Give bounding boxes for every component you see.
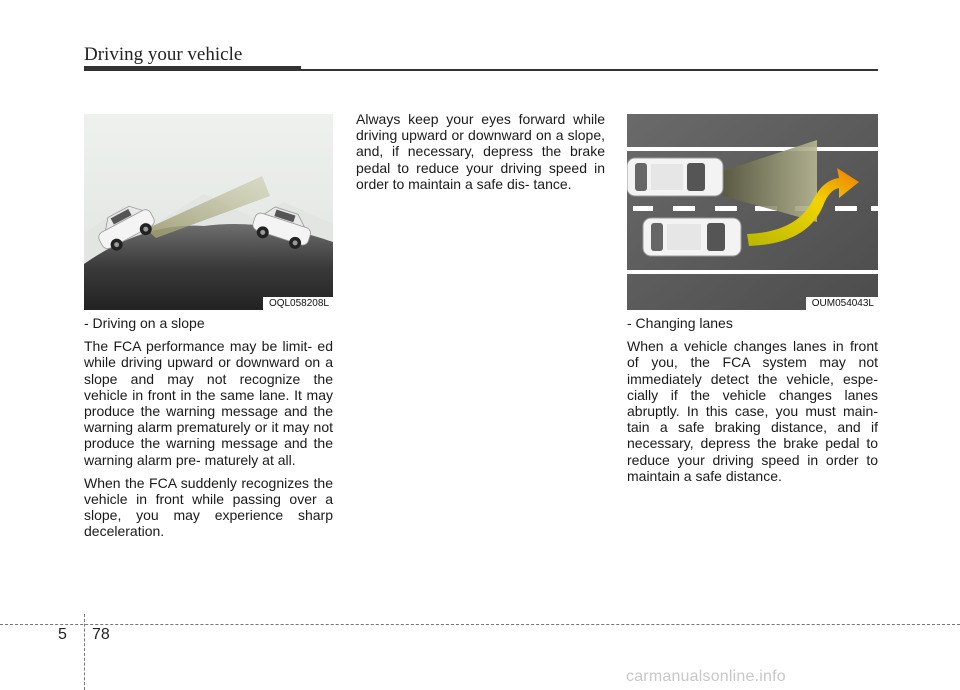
header-rule-thin [301,69,878,71]
lane-line-top [627,147,878,151]
body-paragraph: Always keep your eyes forward while driving upward or downward on a slope, and, if necessary, depress the brake pedal to reduce your driving speed in order to maintain a safe dis- tance. [356,111,605,192]
slope-illustration [84,114,333,310]
chapter-number: 5 [58,626,67,643]
right-text-column [627,315,878,491]
body-paragraph: When a vehicle changes lanes in front of you, the FCA system may not immediately detect the vehicle, espe- cially if the vehicle changes lanes abruptly. In this case, you must main- tain a safe braking distance, and if necessary, depress the brake pedal to reduce your driving speed in order to maintain a safe distance. [627,338,878,484]
body-paragraph: The FCA performance may be limit- ed while driving upward or downward on a slope and may not recognize the vehicle in front in the same lane. It may produce the warning message and the warning alarm prematurely or it may not produce the warning message and the warning alarm pre- maturely at all. [84,338,333,468]
watermark: carmanualsonline.info [626,668,786,685]
lanes-figure [627,114,878,310]
middle-text-column [356,111,605,199]
body-paragraph: When the FCA suddenly recognizes the vehicle in front while passing over a slope, you may experience sharp deceleration. [84,474,333,540]
figure-code-lanes: OUM054043L [806,297,878,310]
lane-line-bottom [627,270,878,274]
footer-rule [0,624,960,625]
ego-car-icon [627,158,723,196]
footer-divider [84,614,85,690]
figure-caption-slope: - Driving on a slope [84,315,205,331]
page-header-title: Driving your vehicle [84,44,243,65]
other-car-icon [643,218,741,256]
slope-figure [84,114,333,310]
header-rule-thick [84,66,301,71]
figure-caption-lanes: - Changing lanes [627,315,733,331]
figure-code-slope: OQL058208L [263,297,333,310]
left-text-column [84,315,333,547]
lane-change-illustration [627,114,878,310]
page-number: 78 [92,626,110,643]
